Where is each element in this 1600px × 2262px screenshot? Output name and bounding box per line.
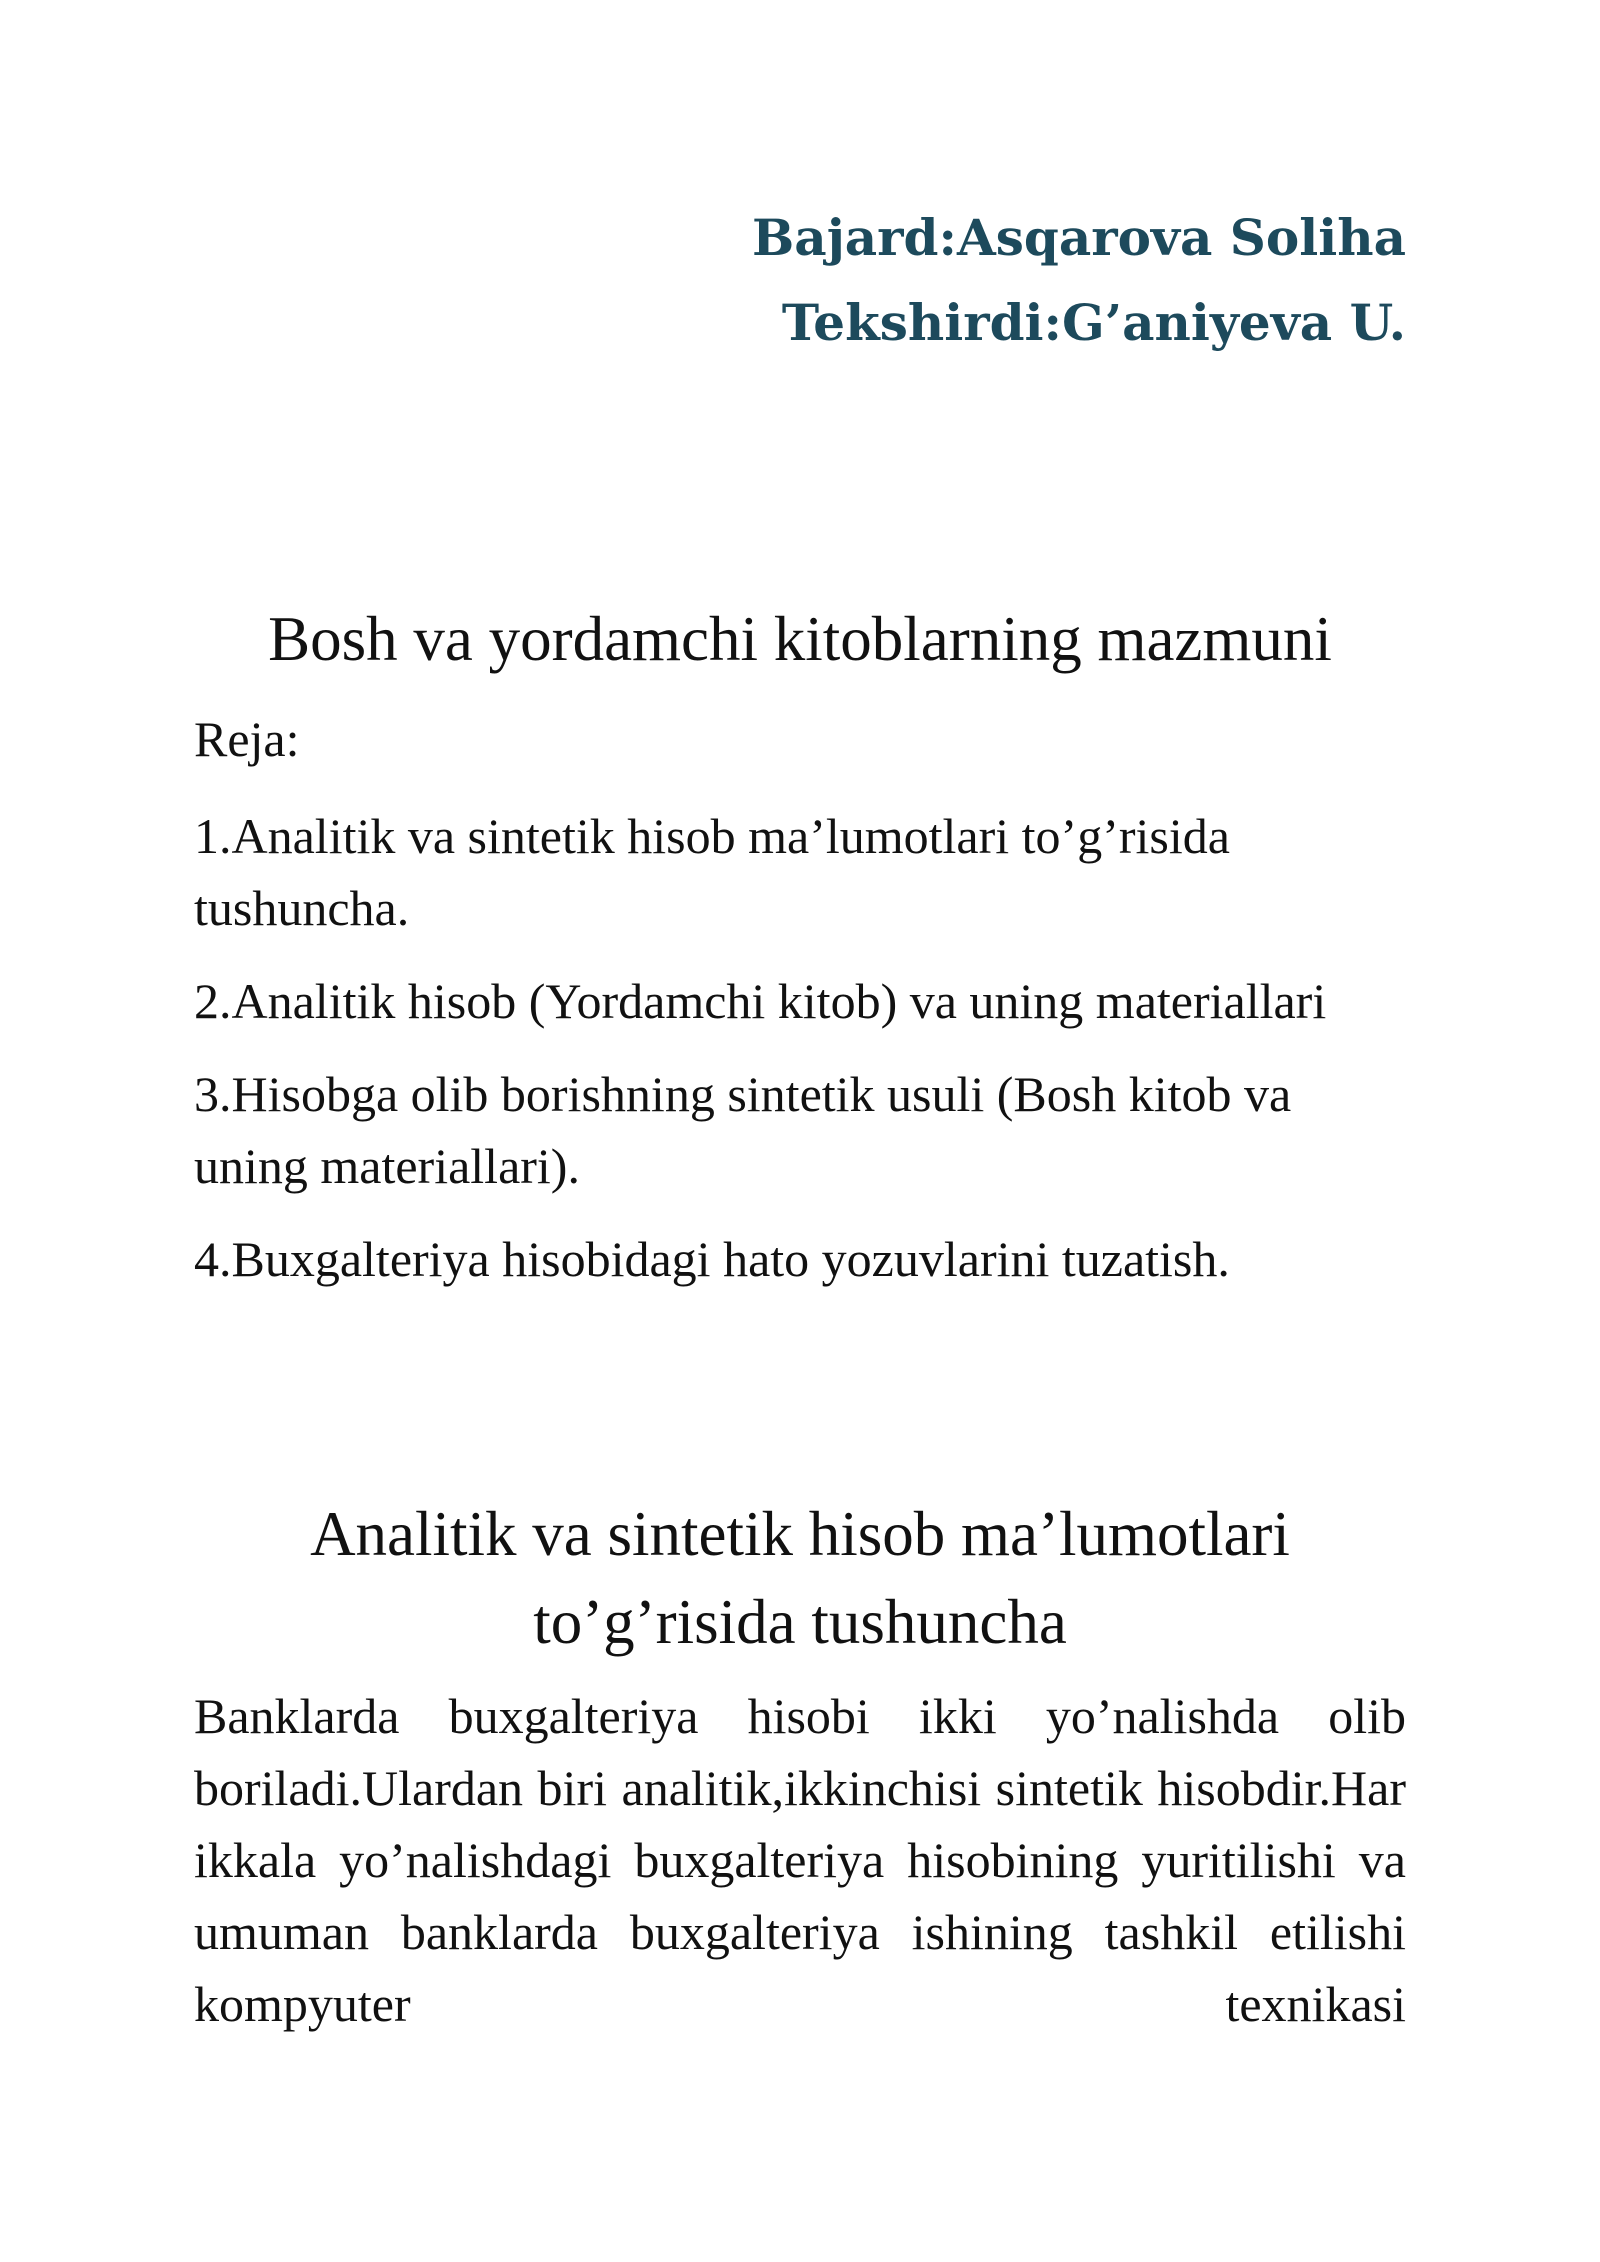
plan-item-1: 1.Analitik va sintetik hisob ma’lumotlari to’g’risida tushuncha. [194,808,1230,936]
plan-item-4: 4.Buxgalteriya hisobidagi hato yozuvlarini tuzatish. [194,1231,1230,1287]
document-title: Bosh va yordamchi kitoblarning mazmuni [268,604,1332,674]
plan-item-2: 2.Analitik hisob (Yordamchi kitob) va uning materiallari [194,973,1327,1029]
section-title-line-2: to’g’risida tushuncha [533,1587,1067,1657]
performed-by-text: Bajard:Asqarova Soliha [752,208,1406,267]
plan-list [194,800,1406,1316]
checked-by-text: Tekshirdi:G’aniyeva U. [781,293,1406,352]
plan-label: Reja: [194,711,300,767]
author-header [752,195,1406,365]
section-title [194,1490,1406,1666]
section-title-line-1: Analitik va sintetik hisob ma’lumotlari [310,1499,1290,1569]
plan-item-3: 3.Hisobga olib borishning sintetik usuli (Bosh kitob va uning materiallari). [194,1066,1292,1194]
body-paragraph: Banklarda buxgalteriya hisobi ikki yo’nalishda olib boriladi.Ulardan biri analitik,ikkinchisi sintetik hisobdir.Har ikkala yo’nalishdagi buxgalteriya hisobining yuritilishi va umuman banklarda buxgalteriya ishining tashkil etilishi kompyuter texnikasi [194,1688,1406,2032]
